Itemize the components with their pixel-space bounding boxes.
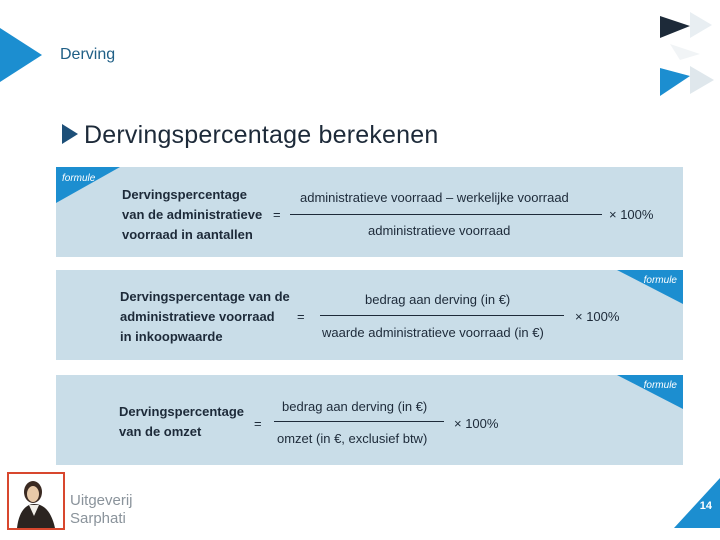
formula-panel-aantallen bbox=[56, 167, 683, 257]
term-line: van de omzet bbox=[119, 424, 202, 439]
fraction-denominator: waarde administratieve voorraad (in €) bbox=[322, 325, 544, 340]
term-line: voorraad in aantallen bbox=[122, 227, 253, 242]
page-number: 14 bbox=[699, 500, 712, 512]
publisher-name: Uitgeverij bbox=[70, 492, 133, 509]
term-line: Dervingspercentage bbox=[122, 187, 247, 202]
formula-panel-omzet bbox=[56, 375, 683, 465]
slide-title bbox=[62, 121, 438, 150]
formule-tag: formule bbox=[643, 380, 677, 391]
formula-term bbox=[120, 287, 290, 347]
fraction-bar bbox=[320, 315, 564, 316]
fraction-bar bbox=[290, 214, 602, 215]
formula-term bbox=[122, 185, 262, 245]
equals-sign: = bbox=[254, 416, 262, 431]
triangles-icon bbox=[660, 8, 720, 108]
page-number-triangle-icon bbox=[674, 478, 720, 528]
equals-sign: = bbox=[297, 309, 305, 324]
equals-sign: = bbox=[273, 207, 281, 222]
multiplier: × 100% bbox=[609, 207, 654, 222]
fraction-numerator: bedrag aan derving (in €) bbox=[365, 292, 511, 307]
fraction-numerator: administratieve voorraad – werkelijke voorraad bbox=[300, 190, 569, 205]
section-label: Derving bbox=[60, 46, 116, 63]
formule-tag: formule bbox=[643, 275, 677, 286]
formule-tag: formule bbox=[62, 173, 96, 184]
term-line: van de administratieve bbox=[122, 207, 263, 222]
multiplier: × 100% bbox=[454, 416, 499, 431]
portrait-logo-icon bbox=[7, 472, 65, 530]
multiplier: × 100% bbox=[575, 309, 620, 324]
left-chevron-decoration bbox=[0, 28, 42, 82]
formula-term bbox=[119, 402, 244, 442]
fraction-numerator: bedrag aan derving (in €) bbox=[282, 399, 428, 414]
fraction-denominator: omzet (in €, exclusief btw) bbox=[277, 431, 428, 446]
slide-title-text: Dervingspercentage berekenen bbox=[84, 121, 439, 149]
fraction-bar bbox=[274, 421, 444, 422]
term-line: administratieve voorraad bbox=[120, 309, 275, 324]
term-line: Dervingspercentage bbox=[119, 404, 244, 419]
title-arrow-icon bbox=[62, 124, 78, 144]
publisher-name-line2: Sarphati bbox=[70, 510, 126, 527]
formula-panel-inkoopwaarde bbox=[56, 270, 683, 360]
fraction-denominator: administratieve voorraad bbox=[368, 223, 511, 238]
term-line: Dervingspercentage van de bbox=[120, 289, 290, 304]
term-line: in inkoopwaarde bbox=[120, 329, 223, 344]
